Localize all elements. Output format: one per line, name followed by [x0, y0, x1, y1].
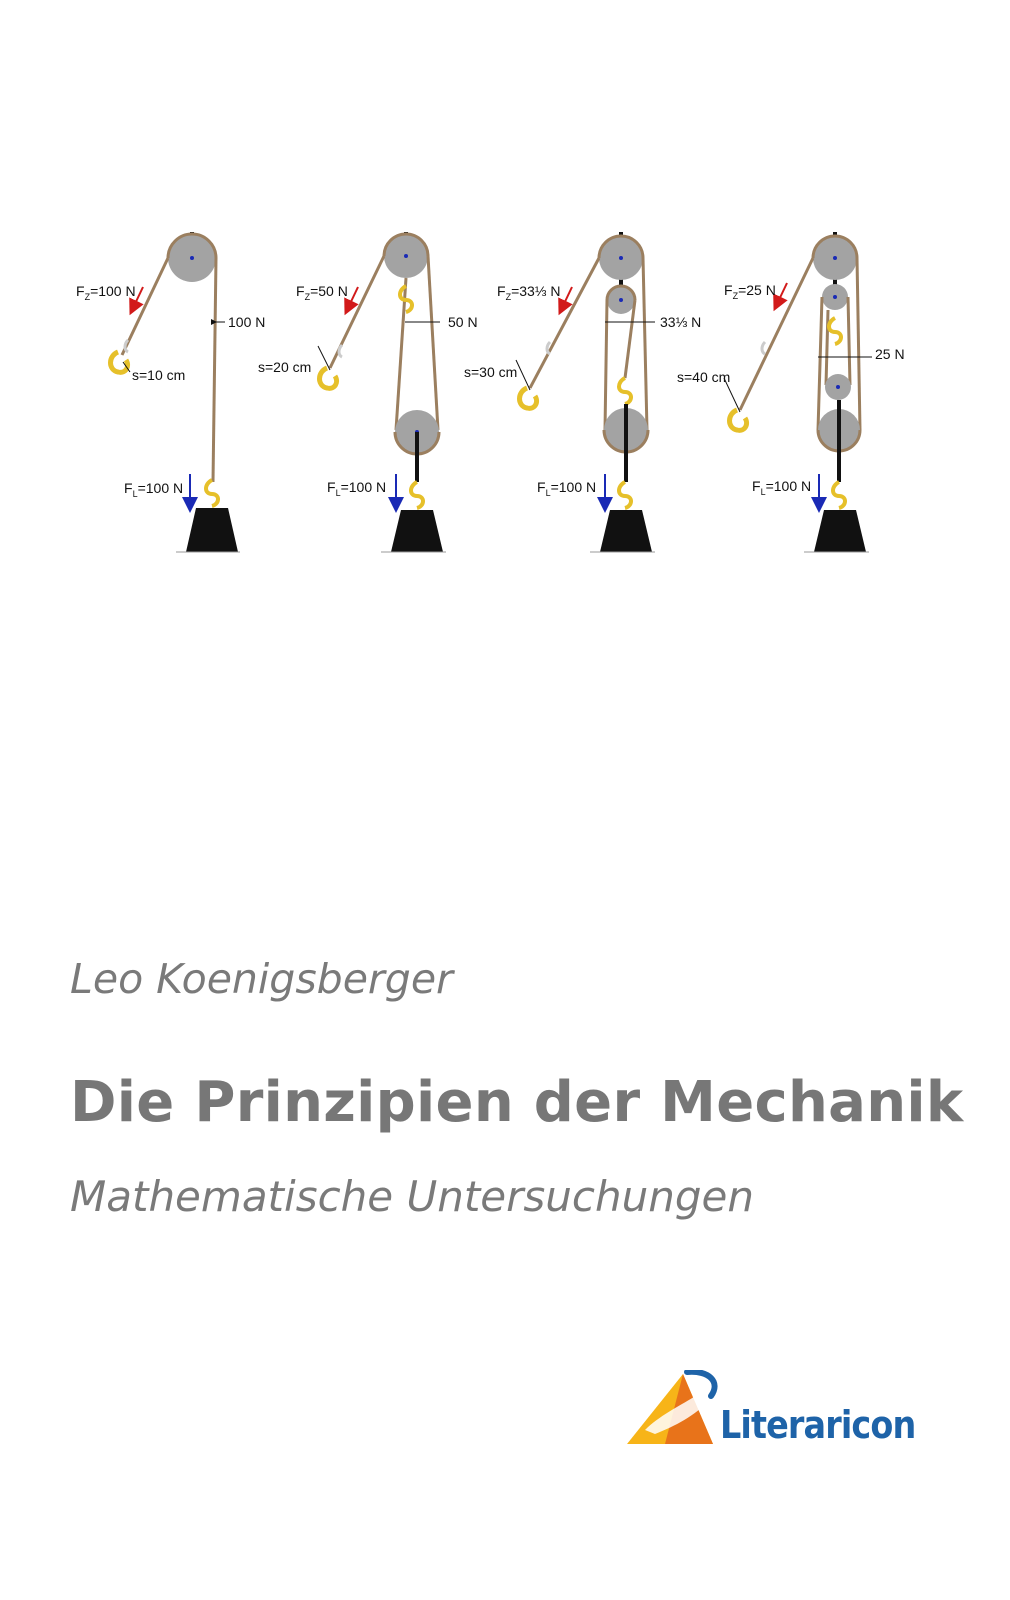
rope [848, 297, 850, 385]
weight [600, 510, 652, 552]
panel-4 [677, 232, 905, 552]
tension-label: 50 N [448, 314, 478, 330]
load-label: $F_L=100$ N [124, 480, 184, 499]
distance-label: s=30 cm [464, 364, 518, 380]
effort-arrow [348, 287, 358, 308]
rope [740, 258, 813, 410]
rope [818, 297, 822, 430]
hook-icon [111, 352, 128, 372]
hook-icon [206, 480, 218, 506]
load-label: $F_L=100$ N [327, 479, 387, 498]
distance-label: s=20 cm [258, 359, 312, 375]
rope [213, 258, 216, 482]
weight [186, 508, 238, 552]
publisher-name: Literaricon [720, 1403, 916, 1447]
author-name: Leo Koenigsberger [70, 955, 453, 1003]
hook-icon [833, 482, 845, 508]
rope [643, 258, 647, 430]
hook-icon [619, 482, 631, 508]
rope [826, 310, 828, 385]
tension-label: 33⅓ N [660, 314, 702, 330]
panel-1 [76, 232, 265, 552]
effort-label: $F_Z=33\frac{1}{3}$ N [497, 283, 561, 302]
rope [428, 256, 438, 430]
load-label: $F_L=100$ N [752, 478, 812, 497]
effort-label: $F_Z=50$ N [296, 283, 348, 302]
rope [122, 258, 168, 355]
book-subtitle: Mathematische Untersuchungen [70, 1172, 754, 1221]
panel-2 [258, 232, 478, 552]
load-label: $F_L=100$ N [537, 479, 597, 498]
rope [530, 258, 599, 388]
hook-icon [730, 410, 747, 430]
effort-arrow [562, 287, 572, 308]
hook-icon [411, 482, 423, 508]
effort-arrow [777, 283, 787, 304]
weight [391, 510, 443, 552]
panel-3 [464, 232, 701, 552]
book-title: Die Prinzipien der Mechanik [70, 1070, 964, 1135]
distance-label: s=40 cm [677, 369, 731, 385]
effort-label: $F_Z=100$ N [76, 283, 136, 302]
hook-icon [320, 368, 337, 388]
rope [857, 258, 860, 430]
hook-icon [619, 378, 631, 404]
pulley-illustration [0, 0, 1010, 600]
tension-label: 100 N [228, 314, 266, 330]
distance-label: s=10 cm [132, 367, 186, 383]
effort-label: $F_Z=25$ N [724, 282, 776, 301]
rope [605, 300, 607, 430]
tension-label: 25 N [875, 346, 905, 362]
weight [814, 510, 866, 552]
hook-icon [829, 318, 841, 344]
hook-icon [520, 388, 537, 408]
